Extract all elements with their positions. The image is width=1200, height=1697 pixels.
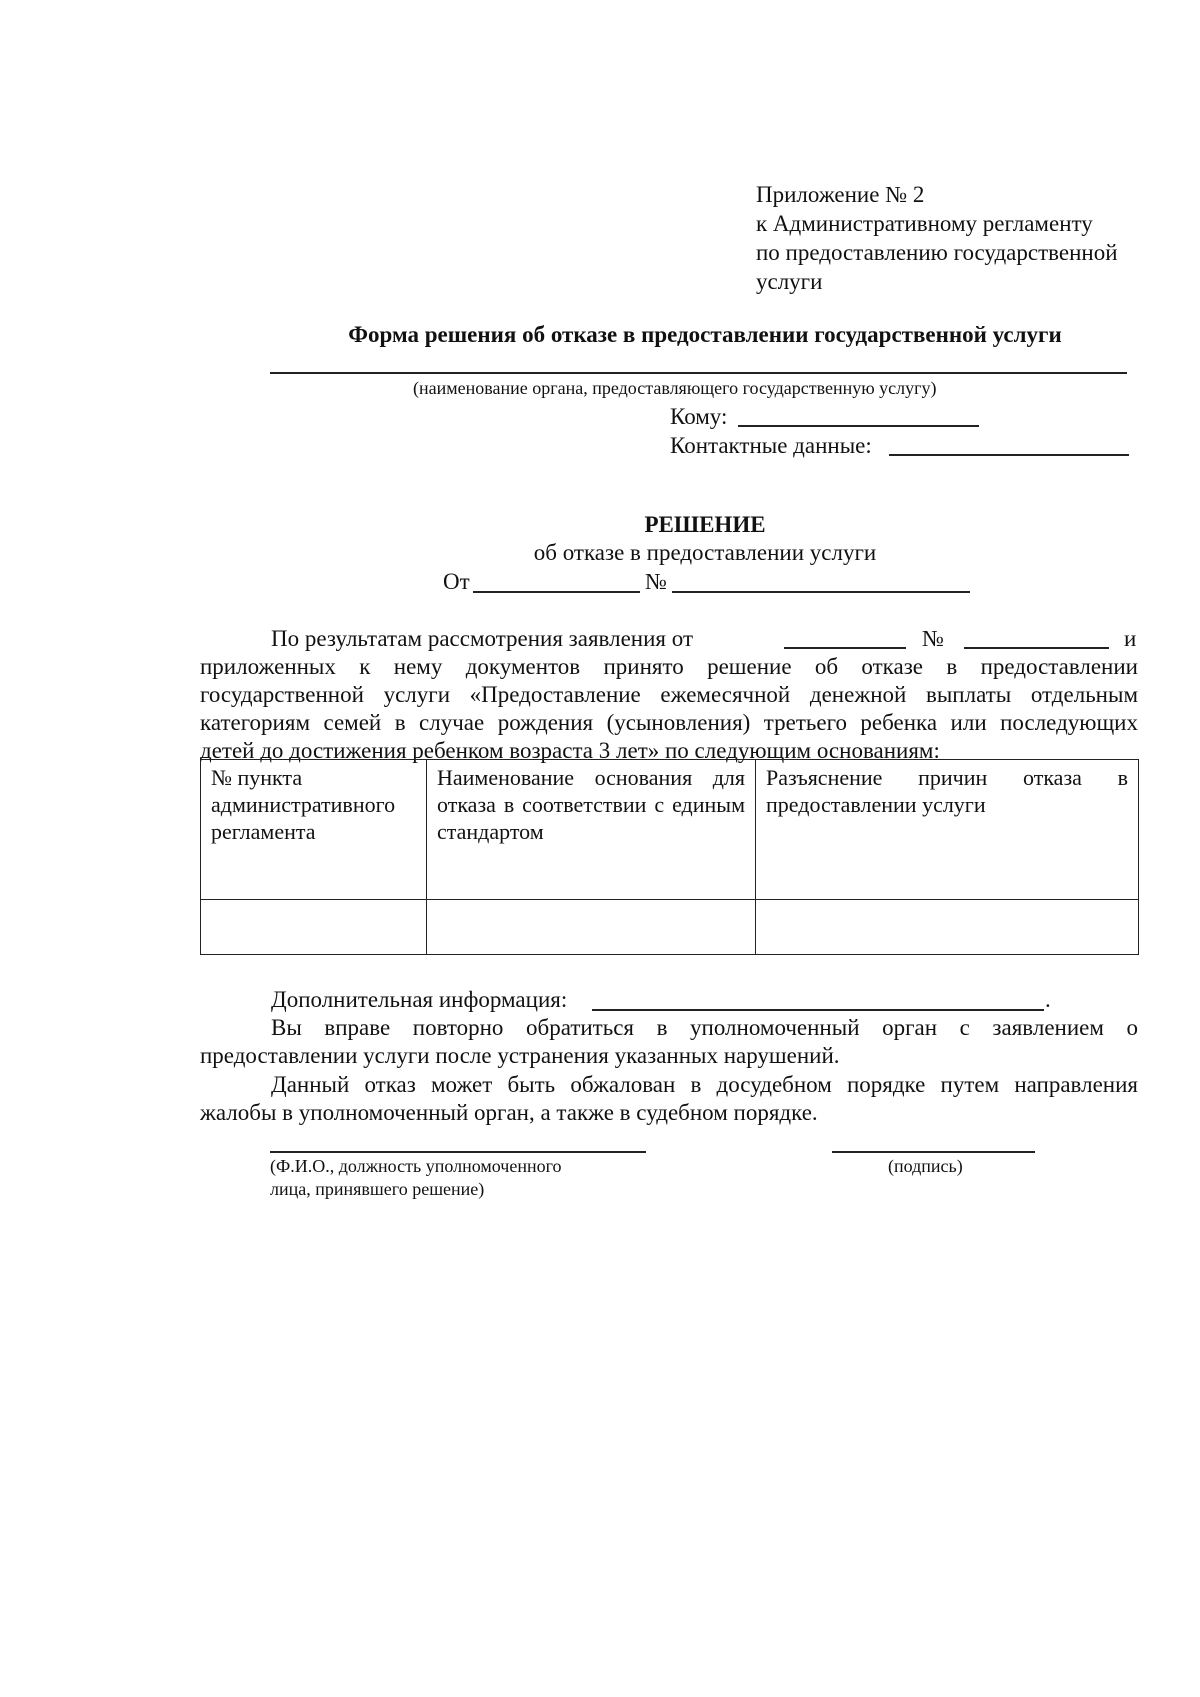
additional-info-end: . [1045,987,1051,1012]
table-cell-empty [201,900,427,955]
table-header-refusal-ground-text: Наименование основания для отказа в соответствии с единым стандартом [437,765,745,844]
appendix-line-4: услуги [756,269,823,294]
table-header-regulation-item [201,760,427,900]
number-field-line [672,591,970,593]
body-p1-line1-c: и [1124,626,1137,651]
body-p1-line1-b: № [922,626,944,651]
application-date-line [784,647,906,649]
table-cell-empty [427,900,756,955]
body-p1-line5: детей до достижения ребенком возраста 3 лет» по следующим основаниям: [200,738,940,763]
body-p3-line1: Данный отказ может быть обжалован в досудебном порядке путем направления [271,1072,1138,1097]
contacts-label: Контактные данные: [670,433,872,458]
to-label: Кому: [670,404,728,429]
decision-subheading: об отказе в предоставлении услуги [533,540,877,565]
appendix-line-1: Приложение № 2 [756,182,925,207]
signature-caption: (подпись) [888,1156,963,1176]
body-p1-line3: государственной услуги «Предоставление ежемесячной денежной выплаты отдельным [200,682,1138,707]
signature-line [832,1151,1035,1153]
authority-caption: (наименование органа, предоставляющего государственную услугу) [413,378,937,398]
additional-info-line [592,1009,1044,1011]
table-header-refusal-explanation [756,760,1139,900]
signer-caption-2: лица, принявшего решение) [270,1179,485,1199]
additional-info-label: Дополнительная информация: [271,987,568,1012]
table-header-regulation-item-text: № пункта административного регламента [211,765,396,844]
grounds-table [200,759,1139,955]
body-p2-line2: предоставлении услуги после устранения указанных нарушений. [200,1043,840,1068]
number-label: № [645,569,667,594]
to-field-line [738,425,979,427]
authority-line [270,372,1127,374]
decision-heading: РЕШЕНИЕ [644,512,766,537]
body-p2-line1: Вы вправе повторно обратиться в уполномоченный орган с заявлением о [271,1015,1138,1040]
body-p1-line2: приложенных к нему документов принято решение об отказе в предоставлении [200,654,1138,679]
table-cell-empty [756,900,1139,955]
body-p3-line2: жалобы в уполномоченный орган, а также в судебном порядке. [200,1100,818,1125]
signer-caption-1: (Ф.И.О., должность уполномоченного [270,1156,562,1176]
table-header-refusal-ground [427,760,756,900]
appendix-line-3: по предоставлению государственной [756,240,1118,265]
table-header-row [201,760,1139,900]
application-number-line [964,647,1109,649]
contacts-field-line [889,454,1129,456]
date-field-line [473,591,640,593]
body-p1-line1-a: По результатам рассмотрения заявления от [271,626,693,651]
table-header-refusal-explanation-text: Разъяснение причин отказа в предоставлении услуги [766,765,1128,817]
appendix-line-2: к Административному регламенту [756,211,1093,236]
signer-name-line [270,1151,646,1153]
form-title: Форма решения об отказе в предоставлении государственной услуги [348,322,1062,347]
table-row [201,900,1139,955]
date-label: От [443,569,470,594]
body-p1-line4: категориям семей в случае рождения (усыновления) третьего ребенка или последующих [200,710,1138,735]
